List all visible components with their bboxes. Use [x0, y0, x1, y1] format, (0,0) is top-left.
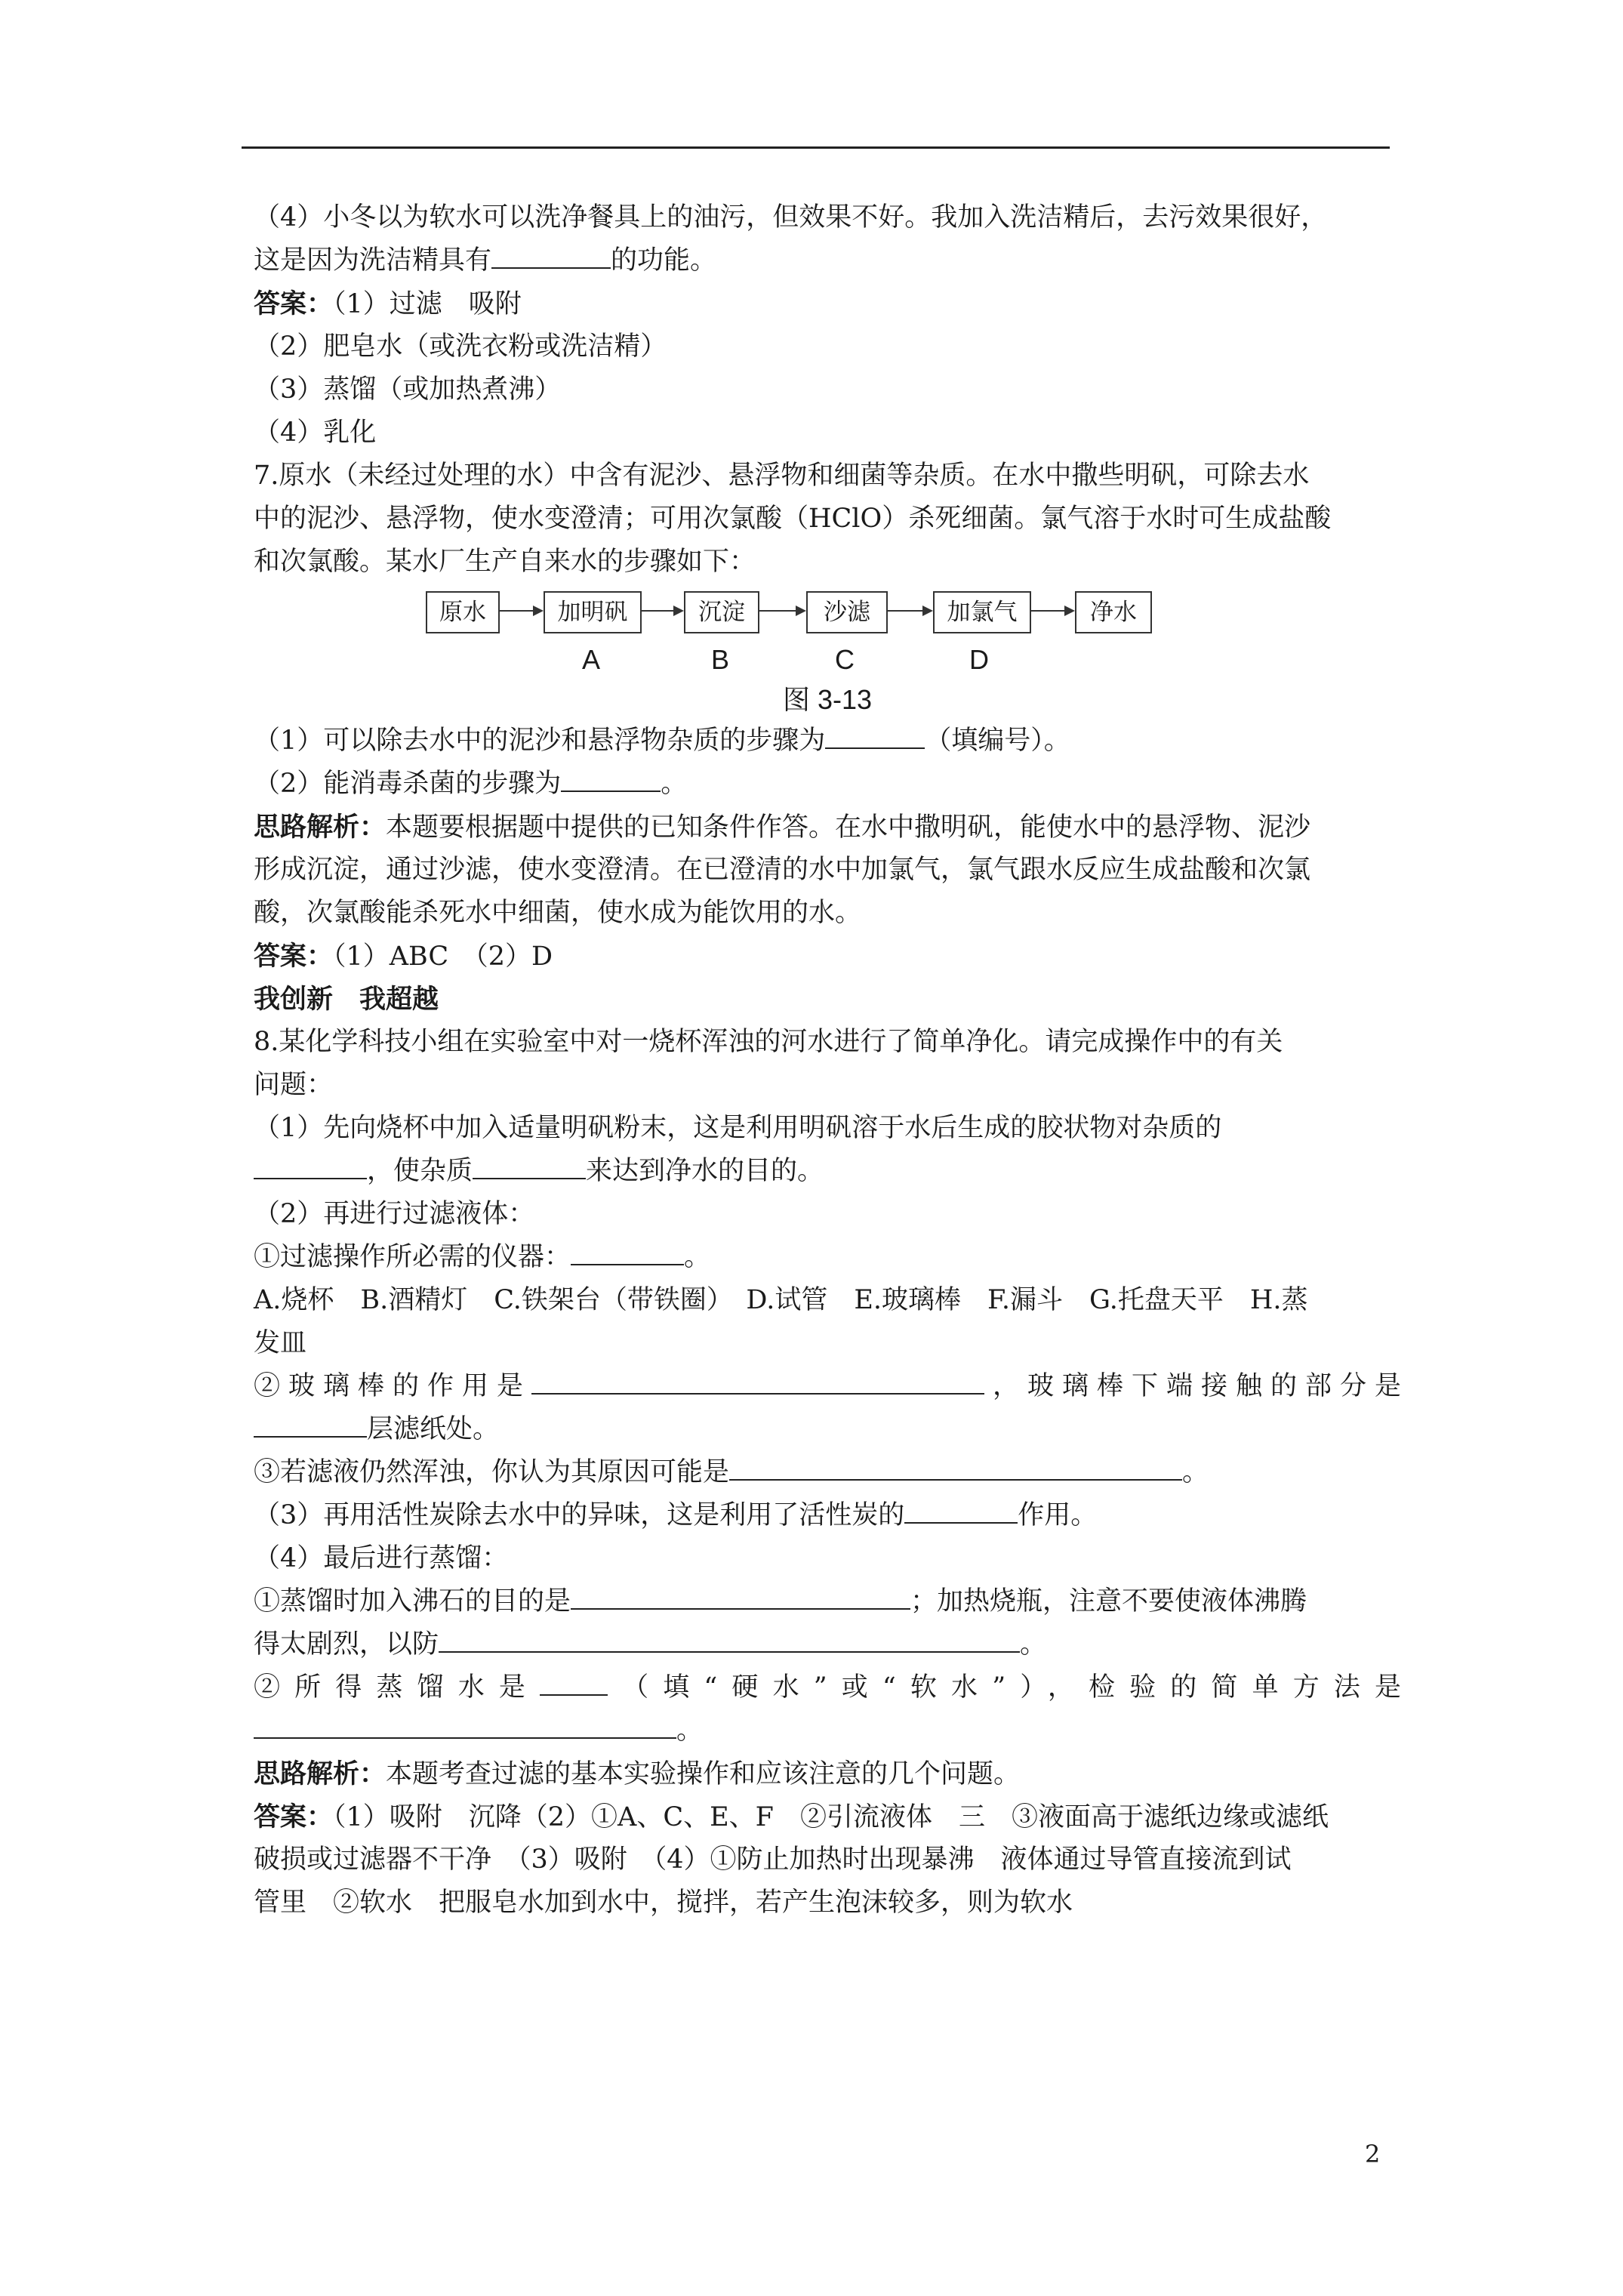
- text-segment: 层滤纸处。: [367, 1414, 500, 1444]
- text-line: [254, 239, 1401, 282]
- answer-blank[interactable]: [825, 720, 925, 749]
- text-segment: ②所得蒸馏水是: [254, 1672, 540, 1703]
- flow-arrow: [640, 610, 682, 612]
- text-line: 发皿: [254, 1328, 307, 1358]
- flow-step-box: 沙滤: [806, 591, 888, 633]
- text-segment: ，玻璃棒下端接触的部分是: [984, 1371, 1401, 1401]
- text-line: （4）小冬以为软水可以洗净餐具上的油污，但效果不好。我加入洗洁精后，去污效果很好，: [254, 202, 1328, 233]
- answer-blank[interactable]: [439, 1624, 1020, 1653]
- text-line: [254, 1752, 1401, 1795]
- text-line: 中的泥沙、悬浮物，使水变澄清；可用次氯酸（HClO）杀死细菌。氯气溶于水时可生成盐酸: [254, 504, 1332, 534]
- answer-blank[interactable]: [254, 1710, 676, 1739]
- text-line: （2）肥皂水（或洗衣粉或洗洁精）: [254, 331, 667, 362]
- header-rule: [242, 146, 1390, 149]
- step-letter: B: [710, 644, 729, 675]
- text-segment: ；加热烧瓶，注意不要使液体沸腾: [910, 1586, 1307, 1616]
- text-segment: 作用。: [1018, 1500, 1098, 1530]
- process-flow-figure: [254, 584, 1401, 720]
- flow-step-box: 净水: [1075, 591, 1152, 633]
- flow-arrow: [1030, 610, 1073, 612]
- text-line: [254, 1623, 1401, 1666]
- flow-arrow: [498, 610, 542, 612]
- text-segment: 。: [676, 1715, 704, 1746]
- text-line: （4）乳化: [254, 418, 377, 448]
- text-line: [254, 806, 1401, 849]
- flow-step-box: 加氯气: [933, 591, 1031, 633]
- text-segment: （填编号）。: [925, 726, 1070, 756]
- text-line: [254, 1408, 1401, 1451]
- text-line: 7.原水（未经过处理的水）中含有泥沙、悬浮物和细菌等杂质。在水中撒些明矾，可除去水: [254, 461, 1310, 491]
- text-line: 问题：: [254, 1070, 334, 1100]
- text-segment: 。: [684, 1242, 711, 1272]
- step-letter: C: [835, 644, 855, 675]
- answer-label: 答案：: [254, 288, 334, 319]
- text-segment: 。: [661, 769, 688, 799]
- text-line: [254, 1150, 1401, 1193]
- figure-caption: 图 3-13: [782, 684, 873, 715]
- text-line: [254, 1365, 1401, 1408]
- text-line: 酸，次氯酸能杀死水中细菌，使水成为能饮用的水。: [254, 898, 862, 928]
- text-segment: ①蒸馏时加入沸石的目的是: [254, 1586, 571, 1616]
- text-line: 形成沉淀，通过沙滤，使水变澄清。在已澄清的水中加氯气，氯气跟水反应生成盐酸和次氯: [254, 855, 1311, 885]
- page-number: 2: [1365, 2140, 1381, 2168]
- text-segment: （填“硬水”或“软水”），检验的简单方法是: [607, 1672, 1401, 1703]
- answer-blank[interactable]: [491, 240, 611, 269]
- answer-blank[interactable]: [531, 1366, 984, 1395]
- text-segment: ②玻璃棒的作用是: [254, 1371, 531, 1401]
- text-line: [254, 763, 1401, 806]
- text-segment: 本题要根据题中提供的已知条件作答。在水中撒明矾，能使水中的悬浮物、泥沙: [386, 812, 1311, 843]
- step-letter: A: [581, 644, 600, 675]
- answer-blank[interactable]: [540, 1667, 608, 1696]
- text-segment: （1）ABC （2）D: [333, 942, 553, 972]
- text-segment: 得太剧烈，以防: [254, 1629, 439, 1660]
- answer-blank[interactable]: [254, 1409, 367, 1438]
- text-segment: （1）可以除去水中的泥沙和悬浮物杂质的步骤为: [254, 726, 826, 756]
- text-line: （2）再进行过滤液体：: [254, 1199, 535, 1229]
- text-line: [254, 1580, 1401, 1623]
- answer-blank[interactable]: [571, 1581, 910, 1610]
- flow-step-box: 原水: [426, 591, 500, 633]
- flow-arrow: [886, 610, 932, 612]
- text-segment: ①过滤操作所必需的仪器：: [254, 1242, 571, 1272]
- flow-step-box: 加明矾: [544, 591, 642, 633]
- text-segment: 来达到净水的目的。: [586, 1156, 824, 1186]
- text-line: 破损或过滤器不干净 （3）吸附 （4）①防止加热时出现暴沸 液体通过导管直接流到试: [254, 1845, 1292, 1875]
- text-segment: 。: [1020, 1629, 1047, 1660]
- text-line: [254, 935, 1401, 978]
- text-line: [254, 1451, 1401, 1494]
- text-segment: （2）能消毒杀菌的步骤为: [254, 769, 562, 799]
- text-line: 8.某化学科技小组在实验室中对一烧杯浑浊的河水进行了简单净化。请完成操作中的有关: [254, 1027, 1283, 1057]
- analysis-label: 思路解析：: [254, 1758, 387, 1789]
- answer-blank[interactable]: [561, 763, 661, 792]
- text-segment: （3）再用活性炭除去水中的异味，这是利用了活性炭的: [254, 1500, 905, 1530]
- answer-label: 答案：: [254, 1801, 334, 1832]
- text-line: [254, 1236, 1401, 1279]
- answer-blank[interactable]: [904, 1495, 1018, 1524]
- text-line: [254, 1494, 1401, 1537]
- text-line: A.烧杯 B.酒精灯 C.铁架台（带铁圈） D.试管 E.玻璃棒 F.漏斗 G.托盘天平 H.蒸: [254, 1285, 1308, 1315]
- text-line: [254, 1666, 1401, 1709]
- answer-label: 答案：: [254, 941, 334, 972]
- text-segment: 这是因为洗洁精具有: [254, 245, 492, 276]
- step-letter: D: [969, 644, 989, 675]
- text-segment: （1）吸附 沉降（2）①A、C、E、F ②引流液体 三 ③液面高于滤纸边缘或滤纸: [333, 1802, 1329, 1832]
- text-line: [254, 282, 1401, 325]
- answer-blank[interactable]: [254, 1151, 367, 1179]
- text-line: [254, 1795, 1401, 1838]
- text-line: （4）最后进行蒸馏：: [254, 1543, 509, 1573]
- flow-step-box: 沉淀: [684, 591, 759, 633]
- text-segment: ③若滤液仍然浑浊，你认为其原因可能是: [254, 1457, 730, 1487]
- flow-arrow: [758, 610, 805, 612]
- answer-blank[interactable]: [729, 1452, 1182, 1481]
- section-heading: 我创新 我超越: [254, 984, 439, 1015]
- text-line: 和次氯酸。某水厂生产自来水的步骤如下：: [254, 547, 756, 577]
- text-line: （3）蒸馏（或加热煮沸）: [254, 374, 562, 405]
- text-line: [254, 720, 1401, 763]
- answer-blank[interactable]: [571, 1237, 684, 1265]
- document-body: [254, 196, 1401, 1925]
- answer-blank[interactable]: [473, 1151, 586, 1179]
- text-line: （1）先向烧杯中加入适量明矾粉末，这是利用明矾溶于水后生成的胶状物对杂质的: [254, 1113, 1222, 1143]
- text-segment: 本题考查过滤的基本实验操作和应该注意的几个问题。: [386, 1759, 1021, 1789]
- text-segment: 。: [1182, 1457, 1209, 1487]
- text-line: [254, 1709, 1401, 1752]
- text-segment: 的功能。: [611, 245, 717, 276]
- text-segment: ，使杂质: [367, 1156, 473, 1186]
- analysis-label: 思路解析：: [254, 812, 387, 843]
- text-segment: （1）过滤 吸附: [333, 289, 522, 319]
- text-line: 管里 ②软水 把服皂水加到水中，搅拌，若产生泡沫较多，则为软水: [254, 1888, 1073, 1918]
